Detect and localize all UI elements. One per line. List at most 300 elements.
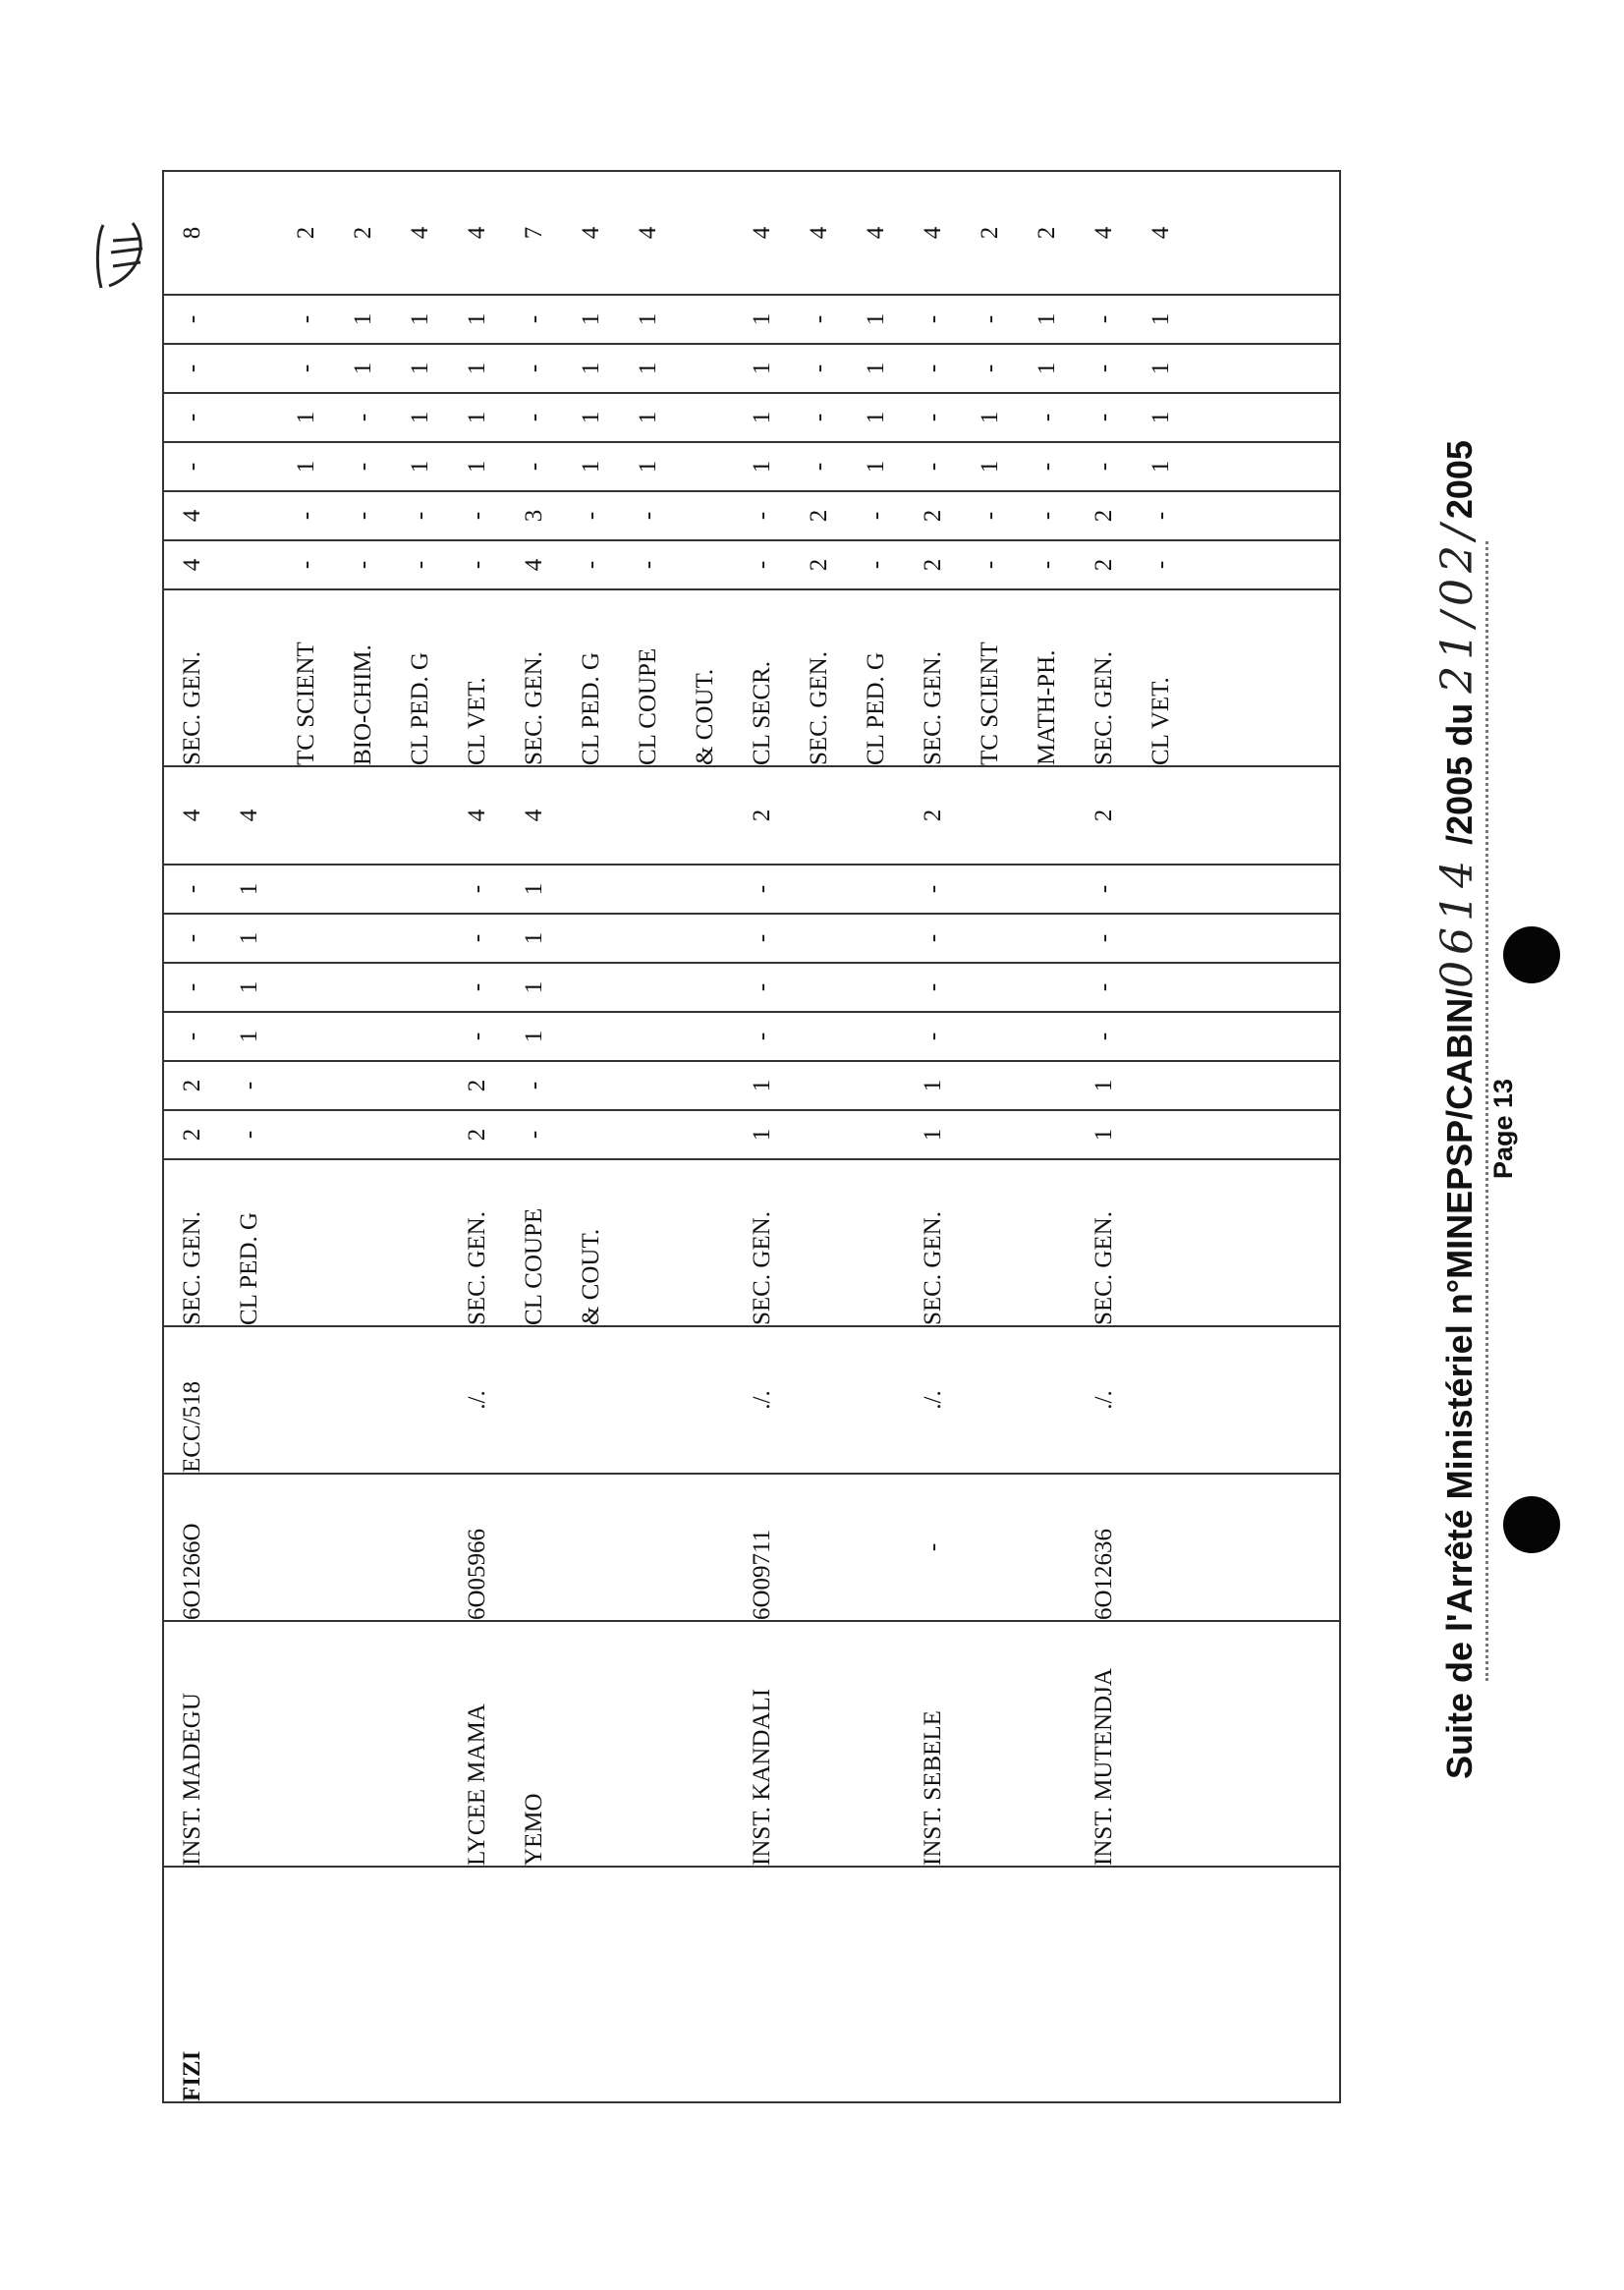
cell-line: 1	[578, 362, 604, 375]
cell-line: -	[407, 511, 433, 521]
cell-line	[335, 1622, 392, 1866]
cell-line: 4	[179, 809, 205, 822]
cell-line: 2	[293, 226, 319, 240]
cell-line	[848, 1013, 905, 1060]
cell-line: 1	[920, 1079, 946, 1092]
cell-line	[677, 767, 734, 864]
handwritten-date: 21/02/	[1432, 519, 1483, 694]
a-count-col-3	[163, 1012, 1340, 1061]
cell-line	[278, 1013, 335, 1060]
cell-line: 2	[1091, 509, 1117, 523]
cell-line	[677, 1160, 734, 1325]
cell-line: SEC. GEN.	[920, 651, 946, 765]
cell-line	[677, 345, 734, 392]
cell-line: 1	[635, 312, 661, 326]
cell-line: INST. SEBELE	[920, 1710, 946, 1866]
cell-line: -	[521, 363, 547, 373]
cell-line: 1	[350, 312, 376, 326]
cell-line: 1	[863, 460, 889, 474]
cell-line: & COUT.	[578, 1228, 604, 1325]
cell-line	[1019, 1475, 1076, 1620]
cell-line: CL PED. G	[236, 1211, 262, 1325]
code-column	[163, 1474, 1340, 1621]
cell-line: 2	[920, 558, 946, 572]
cell-line	[221, 1327, 278, 1473]
cell-line	[563, 866, 620, 913]
cell-line: SEC. GEN.	[749, 1211, 775, 1325]
cell-line: 1	[749, 312, 775, 326]
cell-line	[221, 394, 278, 441]
cell-line	[791, 1160, 848, 1325]
cell-line	[221, 443, 278, 490]
cell-line: 4	[236, 809, 262, 822]
cell-line	[335, 1111, 392, 1158]
cell-line	[221, 1475, 278, 1620]
cell-line	[335, 1327, 392, 1473]
cell-line	[677, 394, 734, 441]
cell-line	[620, 1013, 677, 1060]
cell-line: 1	[635, 460, 661, 474]
cell-line: 2	[920, 509, 946, 523]
cell-line: 2	[350, 226, 376, 240]
b-count-col-5	[163, 344, 1340, 393]
cell-line: CL VET.	[464, 677, 490, 765]
cell-line: 1	[578, 460, 604, 474]
cell-line: 4	[806, 226, 832, 240]
cell-line	[677, 1622, 734, 1866]
cell-line	[848, 866, 905, 913]
b-total-column	[163, 171, 1340, 295]
cell-line: CL PED. G	[578, 651, 604, 765]
ref-column	[163, 1326, 1340, 1474]
cell-line: 1	[749, 411, 775, 424]
cell-line: 2	[179, 1079, 205, 1092]
cell-line: -	[977, 314, 1003, 324]
cell-line	[392, 915, 449, 962]
cell-line: ./.	[1091, 1390, 1117, 1410]
sections-a-column	[163, 1159, 1340, 1326]
cell-line	[392, 1327, 449, 1473]
cell-line: -	[179, 1032, 205, 1041]
cell-line	[392, 1013, 449, 1060]
cell-line: 1	[578, 411, 604, 424]
cell-line: -	[179, 884, 205, 894]
cell-line	[563, 1062, 620, 1109]
cell-line	[791, 1013, 848, 1060]
cell-line: -	[1091, 413, 1117, 422]
cell-line: 1	[977, 411, 1003, 424]
cell-line: & COUT.	[692, 668, 718, 765]
cell-line	[962, 767, 1019, 864]
cell-line	[563, 964, 620, 1011]
cell-line: 1	[521, 931, 547, 945]
cell-line	[1019, 866, 1076, 913]
punch-hole	[1503, 926, 1560, 983]
cell-line: -	[1034, 462, 1060, 472]
cell-line	[962, 1062, 1019, 1109]
cell-line: -	[464, 560, 490, 570]
cell-line: 1	[749, 1128, 775, 1142]
cell-line	[620, 1160, 677, 1325]
cell-line: 1	[1034, 312, 1060, 326]
cell-line: -	[749, 982, 775, 992]
table-row	[163, 171, 1340, 2102]
cell-line: YEMO	[521, 1793, 547, 1866]
cell-line: 3	[521, 509, 547, 523]
cell-line: -	[806, 314, 832, 324]
cell-line	[677, 1062, 734, 1109]
cell-line: INST. MADEGU	[179, 1693, 205, 1866]
cell-line	[620, 1062, 677, 1109]
cell-line: 1	[749, 362, 775, 375]
cell-line: -	[749, 511, 775, 521]
cell-line: -	[350, 462, 376, 472]
cell-line	[278, 1622, 335, 1866]
cell-line: -	[1148, 511, 1174, 521]
cell-line: -	[578, 511, 604, 521]
b-count-col-6	[163, 295, 1340, 344]
cell-line: 1	[1148, 411, 1174, 424]
cell-line: -	[236, 1130, 262, 1140]
cell-line: BIO-CHIM.	[350, 644, 376, 765]
cell-line	[620, 1622, 677, 1866]
cell-line: 1	[863, 312, 889, 326]
cell-line	[335, 915, 392, 962]
cell-line	[677, 964, 734, 1011]
cell-line	[335, 1013, 392, 1060]
cell-line: 4	[464, 226, 490, 240]
cell-line: -	[179, 363, 205, 373]
cell-line: SEC. GEN.	[1091, 1211, 1117, 1325]
cell-line	[791, 1475, 848, 1620]
cell-line	[848, 915, 905, 962]
cell-line	[848, 767, 905, 864]
cell-line: 2	[179, 1128, 205, 1142]
cell-line: 1	[635, 411, 661, 424]
cell-line	[392, 767, 449, 864]
cell-line: -	[293, 560, 319, 570]
cell-line	[791, 1622, 848, 1866]
cell-line: 2	[920, 809, 946, 822]
b-count-col-3	[163, 442, 1340, 491]
cell-line: -	[521, 314, 547, 324]
cell-line	[335, 866, 392, 913]
cell-line: 1	[293, 460, 319, 474]
cell-line	[392, 866, 449, 913]
cell-line: -	[1091, 884, 1117, 894]
cell-line: SEC. GEN.	[1091, 651, 1117, 765]
cell-line: SEC. GEN.	[920, 1211, 946, 1325]
cell-line: 1	[863, 411, 889, 424]
cell-line: 1	[464, 312, 490, 326]
cell-line	[335, 767, 392, 864]
cell-line: -	[749, 1032, 775, 1041]
schools-table	[162, 170, 1341, 2103]
cell-line	[563, 1475, 620, 1620]
cell-line: -	[920, 413, 946, 422]
cell-line: CL VET.	[1148, 677, 1174, 765]
cell-line: 1	[977, 460, 1003, 474]
cell-line	[221, 1622, 278, 1866]
cell-line: -	[920, 462, 946, 472]
cell-line: 1	[749, 1079, 775, 1092]
signature-mark	[93, 217, 152, 296]
sections-b-column	[163, 589, 1340, 766]
cell-line: 1	[521, 1030, 547, 1043]
cell-line: -	[977, 363, 1003, 373]
cell-line: 1	[1148, 460, 1174, 474]
b-count-col-2	[163, 491, 1340, 540]
cell-line: -	[1091, 933, 1117, 943]
cell-line: 4	[521, 809, 547, 822]
cell-line: CL PED. G	[407, 651, 433, 765]
cell-line: 1	[236, 1030, 262, 1043]
cell-line: TC SCIENT	[293, 642, 319, 765]
cell-line: 1	[1091, 1128, 1117, 1142]
cell-line	[848, 1475, 905, 1620]
b-count-col-1	[163, 540, 1340, 589]
cell-line: -	[920, 982, 946, 992]
cell-line: -	[1091, 1032, 1117, 1041]
cell-line: -	[749, 560, 775, 570]
cell-line	[278, 1111, 335, 1158]
cell-line	[677, 915, 734, 962]
cell-line: ECC/518	[179, 1380, 205, 1473]
cell-line	[677, 443, 734, 490]
cell-line: -	[977, 511, 1003, 521]
cell-line	[620, 915, 677, 962]
cell-line: -	[1148, 560, 1174, 570]
cell-line: -	[464, 1032, 490, 1041]
cell-line	[677, 492, 734, 539]
cell-line	[563, 1622, 620, 1866]
cell-line: 4	[179, 558, 205, 572]
cell-line	[677, 1111, 734, 1158]
cell-line	[962, 1111, 1019, 1158]
table-body	[163, 171, 1340, 2102]
cell-line: 4	[635, 226, 661, 240]
cell-line: -	[863, 560, 889, 570]
cell-line	[392, 1160, 449, 1325]
cell-line: 1	[407, 362, 433, 375]
cell-line: 2	[1091, 558, 1117, 572]
a-count-col-1	[163, 1110, 1340, 1159]
cell-line: 2	[464, 1079, 490, 1092]
cell-line: 1	[464, 362, 490, 375]
cell-line	[335, 1062, 392, 1109]
cell-line	[221, 541, 278, 588]
cell-line: 1	[464, 460, 490, 474]
cell-line	[620, 767, 677, 864]
cell-line: -	[863, 511, 889, 521]
cell-line	[962, 1327, 1019, 1473]
cell-line	[791, 866, 848, 913]
cell-line: -	[806, 413, 832, 422]
title-prefix: Suite de l'Arrêté Ministériel n°MINEPSP/CABIN/	[1439, 987, 1480, 1779]
cell-line: -	[350, 511, 376, 521]
cell-line	[620, 964, 677, 1011]
cell-line: -	[635, 560, 661, 570]
cell-line: -	[1034, 560, 1060, 570]
cell-line: 2	[749, 809, 775, 822]
cell-line: 1	[407, 312, 433, 326]
cell-line: 1	[407, 411, 433, 424]
cell-line: -	[920, 1032, 946, 1041]
cell-line	[791, 1327, 848, 1473]
cell-line	[962, 1013, 1019, 1060]
cell-line	[848, 1327, 905, 1473]
cell-line: -	[806, 462, 832, 472]
cell-line	[1019, 1013, 1076, 1060]
cell-line	[848, 1111, 905, 1158]
title-underline	[1485, 541, 1488, 1681]
cell-line	[563, 1111, 620, 1158]
cell-line: 1	[1091, 1079, 1117, 1092]
cell-line: -	[179, 462, 205, 472]
cell-line: 1	[635, 362, 661, 375]
cell-line	[278, 866, 335, 913]
cell-line	[791, 1062, 848, 1109]
cell-line	[848, 1062, 905, 1109]
cell-line	[1019, 1622, 1076, 1866]
cell-line: -	[920, 314, 946, 324]
cell-line: -	[350, 560, 376, 570]
cell-line	[677, 296, 734, 343]
cell-line	[962, 866, 1019, 913]
cell-line: 4	[521, 558, 547, 572]
cell-line	[848, 1622, 905, 1866]
cell-line	[1019, 964, 1076, 1011]
cell-line: 1	[749, 460, 775, 474]
cell-line: -	[1091, 462, 1117, 472]
cell-line	[620, 866, 677, 913]
cell-line	[221, 590, 278, 765]
cell-line: ./.	[464, 1390, 490, 1410]
cell-line: 4	[578, 226, 604, 240]
cell-line: INST. MUTENDJA	[1091, 1668, 1117, 1866]
cell-line: -	[1034, 511, 1060, 521]
cell-line: 1	[236, 882, 262, 896]
cell-line	[848, 1160, 905, 1325]
cell-line: 4	[920, 226, 946, 240]
cell-line: 4	[749, 226, 775, 240]
cell-line	[962, 1622, 1019, 1866]
page-number: Page 13	[1488, 1078, 1518, 1180]
cell-line: -	[179, 413, 205, 422]
cell-line	[506, 1327, 563, 1473]
cell-line	[962, 964, 1019, 1011]
cell-line: 1	[1148, 312, 1174, 326]
cell-line	[677, 1475, 734, 1620]
cell-line: 6O05966	[464, 1528, 490, 1620]
cell-line	[563, 767, 620, 864]
cell-line	[506, 1475, 563, 1620]
cell-line	[962, 1475, 1019, 1620]
cell-line: 6O12636	[1091, 1528, 1117, 1620]
cell-line: ./.	[749, 1390, 775, 1410]
cell-line	[563, 915, 620, 962]
cell-line: 4	[464, 809, 490, 822]
title-year: 2005	[1439, 440, 1480, 520]
cell-line	[791, 767, 848, 864]
cell-line: 1	[863, 362, 889, 375]
cell-line	[1019, 915, 1076, 962]
cell-line: -	[920, 1542, 946, 1552]
cell-line	[278, 915, 335, 962]
cell-line: -	[293, 511, 319, 521]
cell-line: 4	[179, 509, 205, 523]
cell-line	[221, 296, 278, 343]
cell-line: 4	[407, 226, 433, 240]
cell-line: 4	[863, 226, 889, 240]
cell-line: -	[521, 1130, 547, 1140]
cell-line: 7	[521, 226, 547, 240]
cell-line: 2	[1091, 809, 1117, 822]
cell-line: -	[749, 933, 775, 943]
cell-line: 1	[578, 312, 604, 326]
title-middle: /2005 du	[1439, 702, 1480, 845]
cell-line	[563, 1013, 620, 1060]
cell-line	[563, 1327, 620, 1473]
cell-line: -	[179, 982, 205, 992]
cell-line: -	[179, 314, 205, 324]
cell-line: 1	[464, 411, 490, 424]
cell-line: -	[1034, 413, 1060, 422]
cell-line	[791, 915, 848, 962]
cell-line	[221, 345, 278, 392]
cell-line: -	[521, 413, 547, 422]
cell-line: -	[578, 560, 604, 570]
cell-line: -	[464, 511, 490, 521]
cell-line	[335, 1475, 392, 1620]
cell-line	[392, 964, 449, 1011]
cell-line: 1	[1034, 362, 1060, 375]
cell-line	[620, 1475, 677, 1620]
cell-line	[677, 541, 734, 588]
cell-line	[848, 964, 905, 1011]
cell-line: -	[464, 933, 490, 943]
a-count-col-4	[163, 963, 1340, 1012]
cell-line	[791, 1111, 848, 1158]
cell-line: 4	[1148, 226, 1174, 240]
cell-line: 1	[521, 882, 547, 896]
cell-line: 2	[1034, 226, 1060, 240]
cell-line: -	[635, 511, 661, 521]
cell-line: -	[977, 560, 1003, 570]
cell-line	[278, 1062, 335, 1109]
cell-line: -	[1091, 314, 1117, 324]
cell-line: SEC. GEN.	[179, 651, 205, 765]
cell-line	[335, 964, 392, 1011]
cell-line	[335, 1160, 392, 1325]
cell-line	[278, 1475, 335, 1620]
cell-line	[221, 492, 278, 539]
cell-line	[677, 866, 734, 913]
cell-line: CL PED. G	[863, 651, 889, 765]
cell-line: INST. KANDALI	[749, 1688, 775, 1866]
cell-line: -	[1091, 982, 1117, 992]
cell-line: -	[236, 1081, 262, 1090]
school-column	[163, 1621, 1340, 1867]
cell-line: -	[920, 884, 946, 894]
cell-line: 6O1266O	[179, 1523, 205, 1620]
cell-line: 1	[521, 980, 547, 994]
cell-line	[677, 1013, 734, 1060]
a-count-col-2	[163, 1061, 1340, 1110]
cell-line: -	[407, 560, 433, 570]
cell-line: 2	[806, 558, 832, 572]
cell-line: -	[521, 462, 547, 472]
